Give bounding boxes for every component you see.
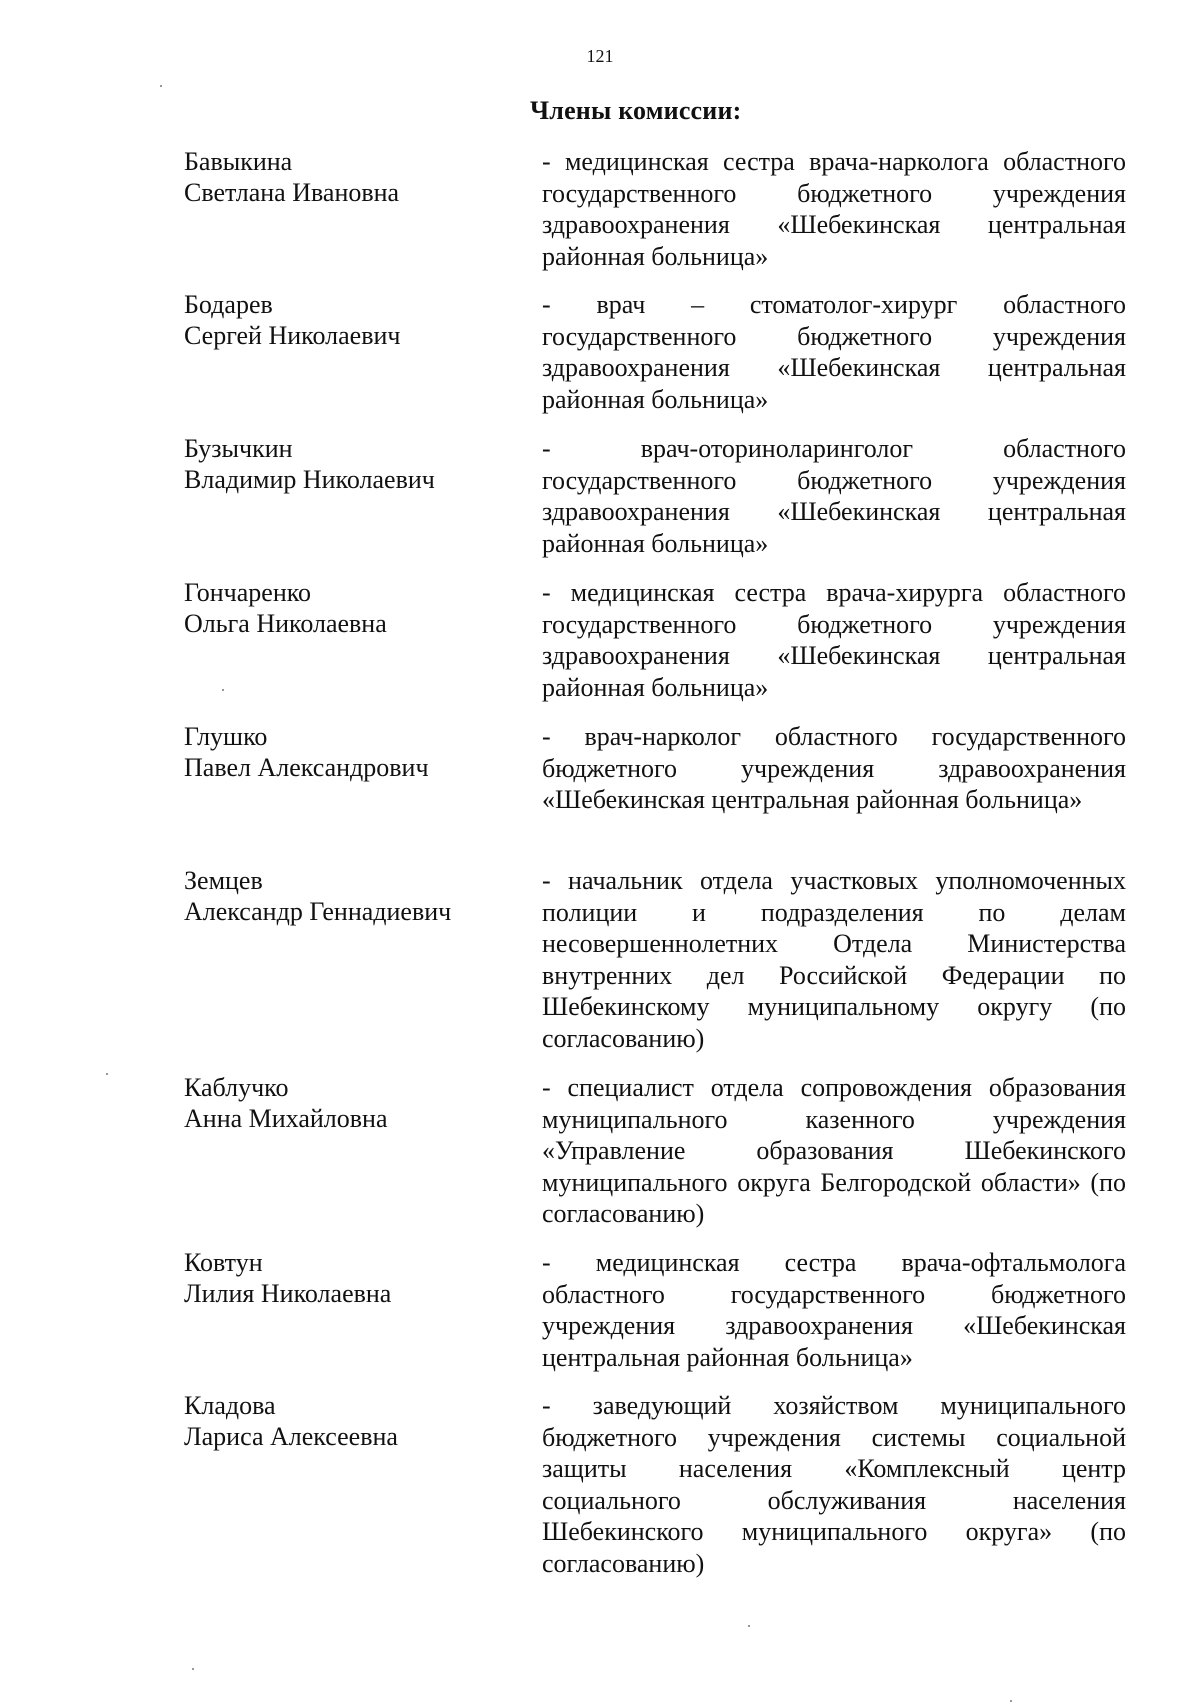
member-given-name: Анна Михайловна — [184, 1104, 388, 1133]
member-given-name: Светлана Ивановна — [184, 178, 400, 207]
member-given-name: Александр Геннадиевич — [184, 897, 452, 926]
member-given-name: Владимир Николаевич — [184, 465, 435, 494]
member-surname: Глушко — [184, 722, 268, 751]
member-name — [184, 146, 514, 208]
member-role: - врач-нарколог областного государственного бюджетного учреждения здравоохранения «Шебекинская центральная районная больница» — [542, 722, 1126, 814]
member-name — [184, 577, 514, 639]
member-given-name: Сергей Николаевич — [184, 321, 401, 350]
scan-speck — [1010, 1700, 1012, 1702]
member-role: - врач-оториноларинголог областного государственного бюджетного учреждения здравоохранения «Шебекинская центральная районная больница» — [542, 434, 1126, 558]
member-name — [184, 1072, 514, 1134]
member-given-name: Ольга Николаевна — [184, 609, 387, 638]
member-surname: Гончаренко — [184, 578, 312, 607]
member-role: - медицинская сестра врача-хирурга областного государственного бюджетного учреждения здравоохранения «Шебекинская центральная районная больница» — [542, 578, 1126, 702]
scan-speck — [748, 1625, 750, 1627]
member-role: - медицинская сестра врача-офтальмолога областного государственного бюджетного учреждения здравоохранения «Шебекинская центральная районная больница» — [542, 1248, 1126, 1372]
member-name — [184, 433, 514, 495]
member-name — [184, 721, 514, 783]
scan-speck — [222, 689, 224, 691]
section-heading: Члены комиссии: — [530, 96, 742, 125]
member-surname: Бодарев — [184, 290, 273, 319]
member-role: - специалист отдела сопровождения образования муниципального казенного учреждения «Управление образования Шебекинского муниципального округа Белгородской области» (по согласованию) — [542, 1073, 1126, 1228]
page-number: 121 — [586, 46, 614, 66]
member-role: - начальник отдела участковых уполномоченных полиции и подразделения по делам несовершеннолетних Отдела Министерства внутренних дел Российской Федерации по Шебекинскому муниципальному округу (по согласованию) — [542, 866, 1126, 1053]
member-surname: Бузычкин — [184, 434, 293, 463]
member-given-name: Лариса Алексеевна — [184, 1422, 398, 1451]
member-surname: Земцев — [184, 866, 263, 895]
member-role: - заведующий хозяйством муниципального бюджетного учреждения системы социальной защиты населения «Комплексный центр социального обслуживания населения Шебекинского муниципального округа» (по согласованию) — [542, 1391, 1126, 1578]
scan-speck — [106, 1073, 108, 1075]
member-surname: Каблучко — [184, 1073, 289, 1102]
member-name — [184, 1390, 514, 1452]
member-given-name: Лилия Николаевна — [184, 1279, 392, 1308]
member-name — [184, 1247, 514, 1309]
member-role: - медицинская сестра врача-нарколога областного государственного бюджетного учреждения здравоохранения «Шебекинская центральная районная больница» — [542, 147, 1126, 271]
member-role: - врач – стоматолог-хирург областного государственного бюджетного учреждения здравоохранения «Шебекинская центральная районная больница» — [542, 290, 1126, 414]
member-surname: Ковтун — [184, 1248, 263, 1277]
scan-speck — [192, 1668, 194, 1670]
member-name — [184, 865, 514, 927]
member-name — [184, 289, 514, 351]
scan-speck — [160, 85, 162, 87]
member-given-name: Павел Александрович — [184, 753, 429, 782]
member-surname: Бавыкина — [184, 147, 293, 176]
member-surname: Кладова — [184, 1391, 276, 1420]
